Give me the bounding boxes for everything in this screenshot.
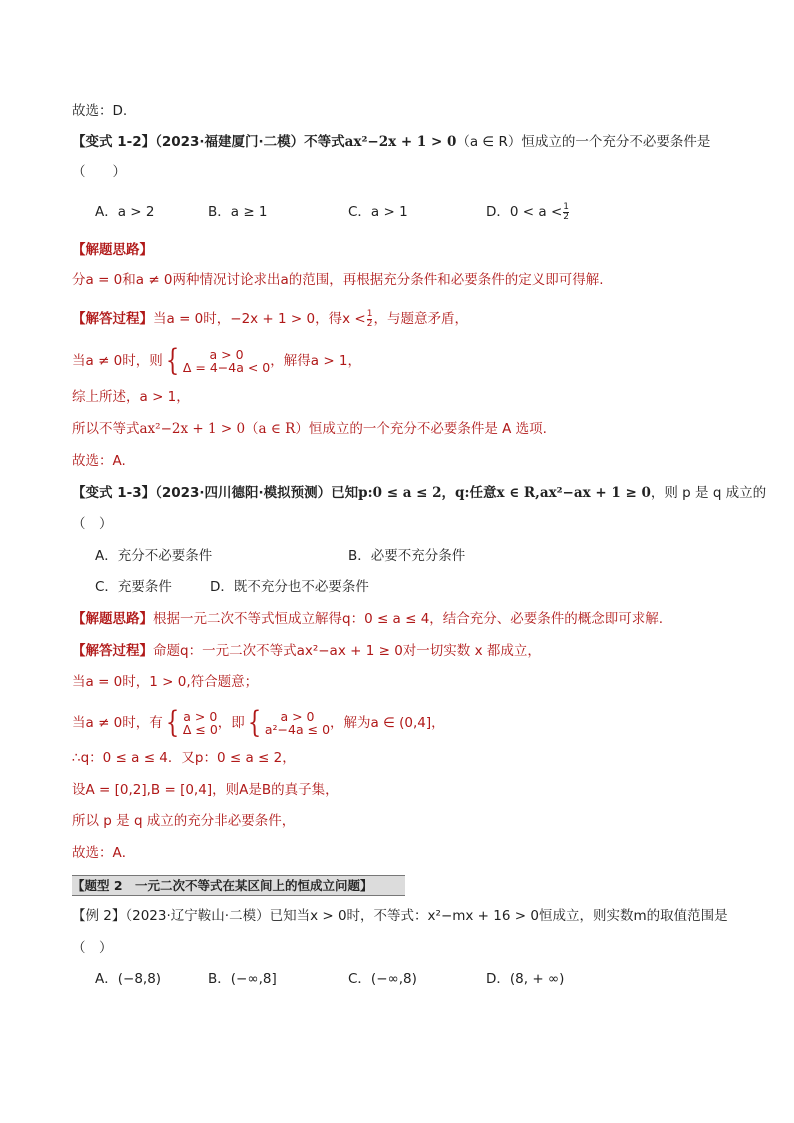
option-a xyxy=(95,969,161,989)
section-label: 【解答过程】 xyxy=(72,643,153,659)
option-c xyxy=(348,969,417,989)
example-2-question xyxy=(72,906,728,926)
section-label: 【解题思路】 xyxy=(72,611,153,627)
answer-text: 故选：A． xyxy=(72,845,136,861)
option-a xyxy=(95,546,212,566)
process-text: 恒成立的一个充分不必要条件是 A 选项. xyxy=(308,421,547,437)
section-heading-text: 【题型 2 一元二次不等式在某区间上的恒成立问题】 xyxy=(72,878,373,893)
process-2-line-f xyxy=(72,811,295,831)
process-text: ，即 xyxy=(217,715,245,731)
variant-1-3-question xyxy=(72,483,766,503)
answer-blank: （ ） xyxy=(72,164,126,180)
process-text: 当a = 0时，−2x + 1 > 0，得x < xyxy=(153,311,366,327)
inequality: ax²−2x + 1 > 0（a ∈ R） xyxy=(139,421,309,437)
system-row: Δ = 4−4a < 0 xyxy=(182,360,271,375)
paren-line xyxy=(72,938,113,958)
answer-blank: （ ） xyxy=(72,516,113,532)
system-row: a > 0 xyxy=(209,347,244,362)
section-heading-type-2 xyxy=(72,875,405,896)
process-text: 命题q：一元二次不等式ax²−ax + 1 ≥ 0对一切实数 x 都成立， xyxy=(153,643,541,659)
option-c-text: C．充要条件 xyxy=(95,579,172,595)
process-text: ，解得a > 1， xyxy=(270,353,362,369)
option-d xyxy=(486,202,570,222)
process-2-line-c xyxy=(72,705,445,740)
option-b xyxy=(208,202,268,222)
option-d-text: D．0 < a < xyxy=(486,204,563,220)
option-c xyxy=(95,577,172,597)
option-a-text: A．a > 2 xyxy=(95,204,155,220)
equation-system xyxy=(163,343,271,378)
answer-line-1 xyxy=(72,101,127,121)
process-text: 综上所述，a > 1， xyxy=(72,389,190,405)
equation-system xyxy=(245,705,331,740)
inequality: ax²−2x + 1 > 0 xyxy=(344,134,457,150)
fraction xyxy=(367,310,373,329)
system-row: a > 0 xyxy=(280,709,315,724)
fraction xyxy=(563,203,569,222)
fraction-denominator: 2 xyxy=(366,318,373,329)
process-text: 设A = [0,2],B = [0,4]，则A是B的真子集， xyxy=(72,782,339,798)
system-row: Δ ≤ 0 xyxy=(182,722,218,737)
question-text-end: （a ∈ R）恒成立的一个充分不必要条件是 xyxy=(456,134,711,150)
option-d-text: D．既不充分也不必要条件 xyxy=(210,579,369,595)
section-label: 【解答过程】 xyxy=(72,311,153,327)
paren-line xyxy=(72,162,126,182)
section-label: 【解题思路】 xyxy=(72,242,153,258)
answer-blank: （ ） xyxy=(72,940,113,956)
process-text: ，解为a ∈ (0,4]， xyxy=(330,715,445,731)
process-1-line-b xyxy=(72,343,362,378)
answer-text: 故选：D. xyxy=(72,103,128,119)
option-d xyxy=(210,577,369,597)
equation-system xyxy=(163,705,218,740)
question-text: 【变式 1-2】（2023·福建厦门·二模）不等式 xyxy=(72,134,345,150)
brace-icon: { xyxy=(165,705,179,740)
question-text: 【变式 1-3】（2023·四川德阳·模拟预测）已知 xyxy=(72,485,359,501)
thinking-text: 根据一元二次不等式恒成立解得q：0 ≤ a ≤ 4，结合充分、必要条件的概念即可求解. xyxy=(153,611,664,627)
option-b xyxy=(208,969,277,989)
question-text-end: ，则 p 是 q 成立的 xyxy=(650,485,767,501)
fraction-numerator: 1 xyxy=(563,201,569,212)
process-text: 当a ≠ 0时，有 xyxy=(72,715,163,731)
option-d-text: D．(8, + ∞) xyxy=(486,971,565,987)
answer-line-2 xyxy=(72,451,126,471)
system-row: a > 0 xyxy=(183,709,218,724)
brace-icon: { xyxy=(165,343,179,378)
process-text: ，与题意矛盾， xyxy=(373,311,468,327)
paren-line xyxy=(72,514,113,534)
process-2-line-d xyxy=(72,748,296,768)
option-c xyxy=(348,202,408,222)
question-text: 【例 2】（2023·辽宁鞍山·二模）已知当x > 0时，不等式：x²−mx + 16 > 0恒成立，则实数m的取值范围是 xyxy=(72,908,728,924)
fraction-denominator: 2 xyxy=(563,211,569,222)
option-b-text: B．a ≥ 1 xyxy=(208,204,268,220)
process-1-line-d xyxy=(72,419,547,439)
condition: p:0 ≤ a ≤ 2，q:任意x ∈ R,ax²−ax + 1 ≥ 0 xyxy=(358,485,651,501)
process-1-line-a xyxy=(72,309,468,329)
brace-icon: { xyxy=(247,705,262,740)
option-a xyxy=(95,202,155,222)
process-text: 所以 p 是 q 成立的充分非必要条件， xyxy=(72,813,296,829)
answer-text: 故选：A. xyxy=(72,453,126,469)
thinking-label-1 xyxy=(72,240,153,260)
process-2-line-e xyxy=(72,780,339,800)
fraction-numerator: 1 xyxy=(366,308,373,319)
option-b-text: B．必要不充分条件 xyxy=(348,548,466,564)
thinking-text-1 xyxy=(72,270,604,290)
process-text: 当a ≠ 0时，则 xyxy=(72,353,163,369)
option-a-text: A．充分不必要条件 xyxy=(95,548,213,564)
thinking-line-2 xyxy=(72,609,663,629)
system-row: a²−4a ≤ 0 xyxy=(264,722,331,737)
process-2-line-b xyxy=(72,672,258,692)
process-1-line-c xyxy=(72,387,190,407)
process-text: ∴q：0 ≤ a ≤ 4．又p：0 ≤ a ≤ 2， xyxy=(72,750,296,766)
option-c-text: C．(−∞,8) xyxy=(348,971,417,987)
option-d xyxy=(486,969,564,989)
option-b-text: B．(−∞,8] xyxy=(208,971,277,987)
process-2-line-a xyxy=(72,641,541,661)
thinking-text: 分a = 0和a ≠ 0两种情况讨论求出a的范围，再根据充分条件和必要条件的定义即可得解. xyxy=(72,272,604,288)
process-text: 所以不等式 xyxy=(72,421,140,437)
option-c-text: C．a > 1 xyxy=(348,204,408,220)
process-text: 当a = 0时，1 > 0,符合题意； xyxy=(72,674,259,690)
option-b xyxy=(348,546,465,566)
variant-1-2-question xyxy=(72,132,710,152)
answer-line-3 xyxy=(72,843,135,863)
option-a-text: A．(−8,8) xyxy=(95,971,162,987)
